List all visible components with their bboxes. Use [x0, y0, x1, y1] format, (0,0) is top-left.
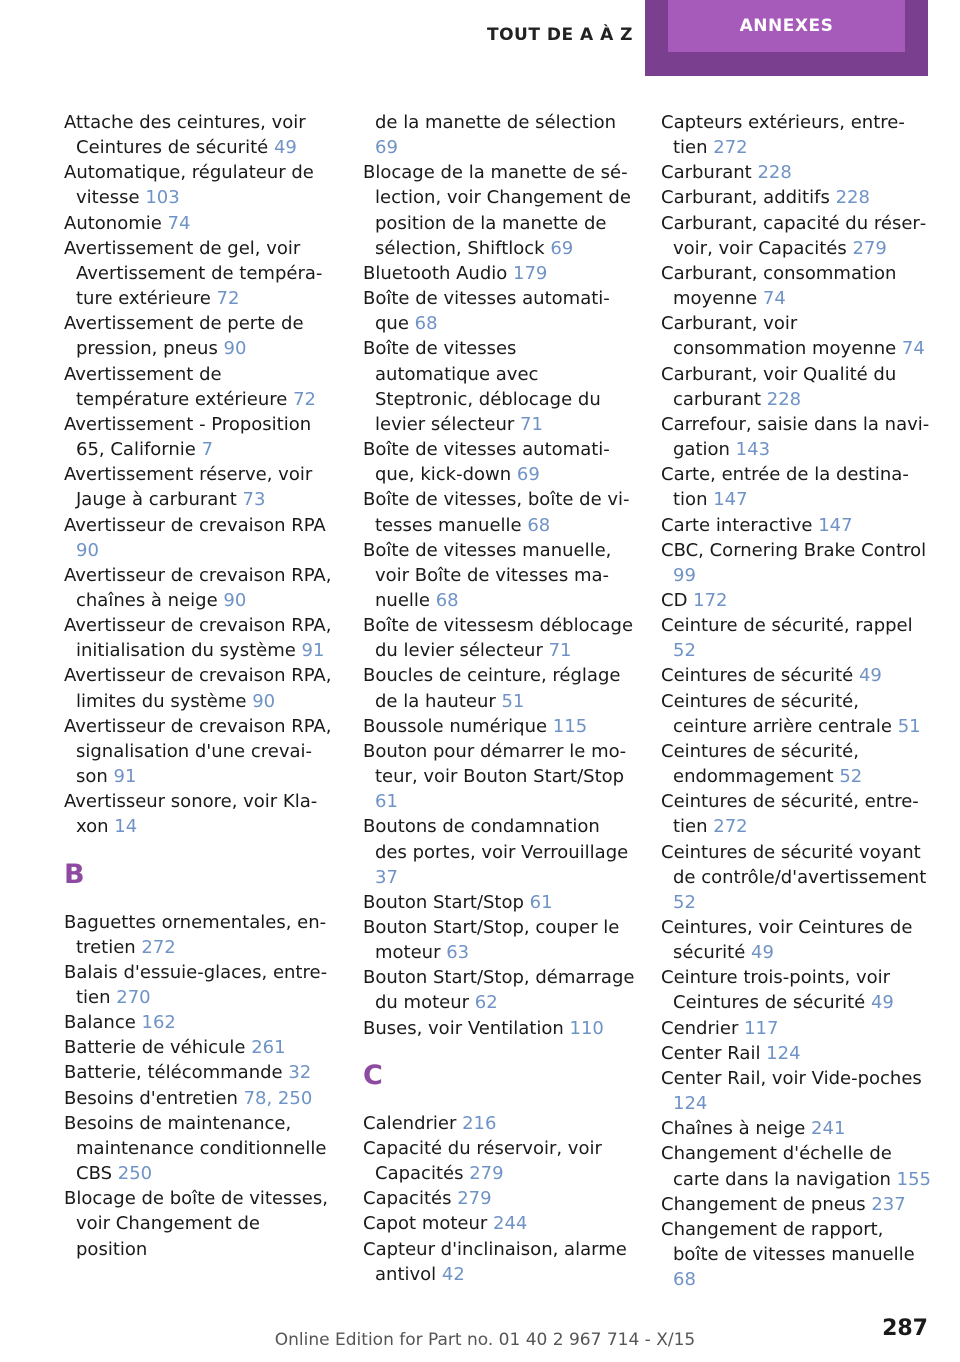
index-entry [64, 462, 336, 512]
index-entry-text: Avertissement de température extérieure [64, 363, 294, 410]
index-entry [661, 261, 931, 311]
index-entry [64, 211, 336, 236]
page-reference-link[interactable]: 72 [216, 288, 240, 310]
index-entry-text: Batterie, télécommande [64, 1062, 289, 1084]
page-reference-link[interactable]: 261 [251, 1037, 286, 1059]
index-entry [363, 663, 635, 713]
index-entry [64, 1010, 336, 1035]
index-entry-text: Boîte de vitesses automatique [363, 288, 610, 335]
index-entry-text: Batterie de véhicule [64, 1037, 252, 1059]
index-entry-text: Carburant [661, 162, 758, 184]
page-reference-link[interactable]: 99 [673, 564, 696, 586]
page-reference-link[interactable]: 179 [513, 262, 548, 284]
index-entry [661, 513, 931, 538]
index-entry-text: Bouton pour démarrer le moteur, voir Bouton Start/Stop [363, 740, 627, 788]
index-entry-text: Carburant, voir consommation moyenne [661, 313, 902, 360]
index-entry-text: Avertisseur sonore, voir Klaxon [64, 791, 318, 838]
page-reference-link[interactable]: 52 [673, 891, 696, 913]
index-entry-text: Besoins d'entretien [64, 1087, 244, 1109]
page-reference-link[interactable]: 162 [141, 1012, 176, 1034]
index-entry-text: Boîte de vitesses, boîte de vitesses manuelle [363, 489, 630, 536]
page-reference-link[interactable]: 147 [713, 489, 748, 511]
index-entry-text: Ceintures de sécurité, endommagement [661, 740, 859, 788]
index-entry-text: Avertissement réserve, voir Jauge à carburant [64, 464, 313, 511]
index-entry-text: Ceintures, voir Ceintures de sécurité [661, 917, 913, 964]
index-entry-text: Carte interactive [661, 514, 819, 536]
index-entry [363, 714, 635, 739]
index-entry-text: Ceintures de sécurité voyant de contrôle/d'avertissement [661, 841, 927, 888]
page-reference-link[interactable]: 74 [167, 212, 191, 234]
page-reference-link[interactable]: 103 [145, 187, 180, 209]
index-entry [661, 311, 931, 361]
edition-footer: Online Edition for Part no. 01 40 2 967 714 - X/15 [274, 1330, 696, 1350]
index-entry-text: Ceintures de sécurité, ceinture arrière centrale [661, 690, 898, 737]
index-entry-text: Bluetooth Audio [363, 262, 513, 284]
index-entry [64, 663, 336, 713]
index-entry-text: Carburant, consommation moyenne [661, 262, 897, 310]
index-entry [363, 538, 635, 613]
index-entry [64, 1060, 336, 1085]
index-entry [64, 1035, 336, 1060]
page-reference-link[interactable]: 90 [223, 338, 247, 360]
index-entry [64, 714, 336, 789]
section-title: TOUT DE A À Z [487, 25, 633, 45]
index-entry-text: Capot moteur [363, 1213, 494, 1235]
index-entry-text: Blocage de boîte de vitesses, voir Changement de position [64, 1188, 328, 1260]
index-entry [64, 236, 336, 311]
index-entry [64, 1086, 336, 1111]
page-reference-link[interactable]: 69 [550, 237, 574, 259]
index-entry [64, 311, 336, 361]
index-entry [363, 487, 635, 537]
index-entry-text: Boucles de ceinture, réglage de la hauteur [363, 665, 621, 712]
page-number: 287 [882, 1316, 928, 1341]
index-entry [661, 462, 931, 512]
page-reference-link[interactable]: 49 [751, 942, 774, 964]
index-entry-text: Boussole numérique [363, 715, 553, 737]
page-reference-link[interactable]: 90 [223, 589, 247, 611]
index-entry-text: Chaînes à neige [661, 1118, 812, 1140]
index-entry-text: Capteur d'inclinaison, alarme antivol [363, 1238, 627, 1285]
page-reference-link[interactable]: 74 [901, 338, 925, 360]
index-entry-text: Center Rail, voir Vide-poches [661, 1067, 922, 1089]
index-entry [64, 1111, 336, 1186]
index-entry-text: Balance [64, 1012, 142, 1034]
page-reference-link[interactable]: 272 [141, 936, 176, 958]
page-reference-link[interactable]: 228 [766, 388, 802, 410]
index-letter-heading: C [363, 1059, 383, 1091]
index-entry [661, 1217, 931, 1292]
index-entry [661, 211, 931, 261]
page-reference-link[interactable]: 52 [673, 640, 696, 662]
index-entry [64, 960, 336, 1010]
index-entry [661, 789, 931, 839]
index-entry [363, 110, 635, 160]
page-reference-link[interactable]: 272 [713, 816, 748, 838]
index-entry [363, 613, 635, 663]
page-reference-link[interactable]: 74 [762, 288, 786, 310]
page-reference-link[interactable]: 91 [113, 766, 137, 788]
index-entry-text: Ceintures de sécurité, entretien [661, 791, 919, 838]
index-entry-text: Avertisseur de crevaison RPA [64, 514, 326, 536]
page-reference-link[interactable]: 241 [811, 1118, 846, 1140]
page-reference-link[interactable]: 71 [520, 413, 543, 435]
index-entry-text: Center Rail [661, 1042, 767, 1064]
index-entry [363, 965, 635, 1015]
index-entry [363, 915, 635, 965]
page-reference-link[interactable]: 68 [414, 313, 438, 335]
index-entry [661, 1141, 931, 1191]
index-entry-text: Buses, voir Ventilation [363, 1017, 570, 1039]
index-entry-text: Ceinture trois-points, voir Ceintures de sécurité [661, 967, 891, 1014]
index-entry [64, 110, 336, 160]
page-reference-link[interactable]: 279 [469, 1163, 504, 1185]
index-entry-text: Carburant, voir Qualité du carburant [661, 363, 897, 410]
index-entry [661, 965, 931, 1015]
index-entry [64, 563, 336, 613]
index-entry [661, 1016, 931, 1041]
page-reference-link[interactable]: 49 [273, 137, 297, 159]
index-entry [661, 1066, 931, 1116]
index-column-2 [363, 110, 635, 1287]
page-reference-link[interactable]: 244 [493, 1213, 528, 1235]
index-entry-text: Capteurs extérieurs, entretien [661, 112, 905, 159]
index-entry-text: Bouton Start/Stop [363, 891, 530, 913]
page-reference-link[interactable]: 51 [897, 715, 921, 737]
index-entry [64, 412, 336, 462]
index-entry-text: Ceintures de sécurité [661, 665, 859, 687]
index-entry-text: Avertissement - Proposition 65, Californie [64, 413, 312, 461]
page-reference-link[interactable]: 228 [757, 162, 792, 184]
page-reference-link[interactable]: 61 [375, 791, 398, 813]
index-entry [661, 739, 931, 789]
index-entry [661, 538, 931, 588]
index-entry-text: Carburant, capacité du réservoir, voir Capacités [661, 212, 927, 259]
index-entry [661, 362, 931, 412]
index-entry-text: Capacité du réservoir, voir Capacités [363, 1137, 602, 1185]
index-entry [64, 613, 336, 663]
index-entry [661, 1192, 931, 1217]
index-entry [64, 160, 336, 210]
index-entry-text: Avertisseur de crevaison RPA, signalisation d'une crevaison [64, 715, 332, 788]
page-reference-link[interactable]: 90 [76, 539, 99, 561]
page-reference-link[interactable]: 71 [548, 640, 572, 662]
page-reference-link[interactable]: 49 [858, 665, 882, 687]
index-entry [363, 1136, 635, 1186]
page-reference-link[interactable]: 61 [529, 891, 553, 913]
index-entry-text: Boîte de vitessesm déblocage du levier sélecteur [363, 615, 634, 662]
page-reference-link[interactable]: 143 [735, 439, 771, 461]
index-entry-text: Calendrier [363, 1112, 463, 1134]
index-entry-text: Bouton Start/Stop, couper le moteur [363, 917, 620, 964]
index-entry [363, 336, 635, 437]
index-entry [661, 1116, 931, 1141]
index-entry-text: Carte, entrée de la destination [661, 464, 909, 511]
index-entry [661, 840, 931, 915]
index-entry-text: Balais d'essuie-glaces, entretien [64, 961, 328, 1008]
page-reference-link[interactable]: 63 [446, 942, 470, 964]
index-entry [363, 1016, 635, 1041]
page-reference-link[interactable]: 115 [552, 715, 588, 737]
index-entry [363, 814, 635, 889]
page-reference-link[interactable]: 69 [516, 464, 540, 486]
page-reference-link[interactable]: 73 [242, 489, 266, 511]
page-reference-link[interactable]: 62 [474, 992, 498, 1014]
page-reference-link[interactable]: 228 [835, 187, 870, 209]
index-entry [661, 1041, 931, 1066]
index-entry [363, 1211, 635, 1236]
index-entry [363, 160, 635, 261]
page-reference-link[interactable]: 68 [673, 1269, 696, 1291]
index-entry [661, 185, 931, 210]
index-entry [661, 160, 931, 185]
index-entry [661, 689, 931, 739]
index-entry-text: Carrefour, saisie dans la navigation [661, 413, 930, 461]
index-entry-text: Boîte de vitesses automatique avec Steptronic, déblocage du levier sélecteur [363, 338, 601, 435]
index-entry [64, 789, 336, 839]
index-entry-text: Avertissement de perte de pression, pneus [64, 313, 304, 360]
page-reference-link[interactable]: 32 [288, 1062, 312, 1084]
page-reference-link[interactable]: 155 [896, 1168, 932, 1190]
index-entry-text: Bouton Start/Stop, démarrage du moteur [363, 967, 635, 1014]
index-entry-text: Automatique, régulateur de vitesse [64, 162, 314, 209]
index-entry-text: Blocage de la manette de sélection, voir Changement de position de la manette de sélection, Shiftlock [363, 162, 631, 259]
index-entry [661, 588, 931, 613]
page-reference-link[interactable]: 49 [870, 992, 894, 1014]
index-entry-text: Attache des ceintures, voir Ceintures de sécurité [64, 112, 306, 159]
index-entry-text: Carburant, additifs [661, 187, 836, 209]
page-reference-link[interactable]: 237 [871, 1193, 906, 1215]
index-entry-text: Avertissement de gel, voir Avertissement de température extérieure [64, 237, 323, 310]
page-reference-link[interactable]: 68 [435, 589, 459, 611]
index-entry-text: Changement de rapport, boîte de vitesses manuelle [661, 1218, 915, 1266]
index-entry-text: Boîte de vitesses automatique, kick-down [363, 439, 610, 486]
chapter-tab[interactable]: ANNEXES [668, 0, 905, 52]
index-entry [363, 890, 635, 915]
index-column-3 [661, 110, 931, 1292]
index-entry-text: CBC, Cornering Brake Control [661, 539, 927, 561]
page-reference-link[interactable]: 42 [441, 1263, 465, 1285]
index-entry-text: Avertisseur de crevaison RPA, limites du système [64, 665, 332, 712]
page-reference-link[interactable]: 270 [116, 987, 151, 1008]
page-reference-link[interactable]: 52 [839, 766, 863, 788]
page-reference-link[interactable]: 7 [201, 439, 214, 461]
index-entry-text: Avertisseur de crevaison RPA, initialisation du système [64, 615, 332, 662]
index-entry-text: Changement de pneus [661, 1193, 872, 1215]
page-reference-link[interactable]: 279 [852, 237, 887, 259]
page-reference-link[interactable]: 37 [375, 866, 398, 888]
page-reference-link[interactable]: 90 [252, 690, 276, 712]
index-entry [64, 1186, 336, 1261]
page-reference-link[interactable]: 147 [818, 514, 853, 536]
page-reference-link[interactable]: 68 [527, 514, 551, 536]
page-reference-link[interactable]: 78, 250 [243, 1087, 313, 1109]
index-entry [363, 739, 635, 814]
index-entry-text: Capacités [363, 1188, 458, 1210]
index-entry [661, 915, 931, 965]
index-entry [661, 663, 931, 688]
index-entry [363, 1111, 635, 1136]
index-entry-text: Baguettes ornementales, entretien [64, 911, 327, 958]
index-entry-text: Besoins de maintenance, maintenance conditionnelle CBS [64, 1112, 327, 1185]
index-entry [661, 110, 931, 160]
page-reference-link[interactable]: 72 [293, 388, 316, 410]
index-entry [363, 1186, 635, 1211]
index-entry-text: Autonomie [64, 212, 168, 234]
page-reference-link[interactable]: 91 [301, 640, 325, 662]
page-reference-link[interactable]: 69 [375, 137, 398, 159]
page-reference-link[interactable]: 124 [766, 1042, 801, 1064]
index-entry [363, 261, 635, 286]
index-entry-text: Changement d'échelle de carte dans la navigation [661, 1143, 897, 1190]
index-entry-text: Cendrier [661, 1017, 745, 1039]
index-entry-text: Boîte de vitesses manuelle, voir Boîte de vitesses manuelle [363, 539, 612, 611]
page-reference-link[interactable]: 110 [569, 1017, 604, 1039]
index-entry [661, 613, 931, 663]
index-entry [64, 362, 336, 412]
index-letter-heading: B [64, 858, 85, 890]
index-entry [64, 513, 336, 563]
index-entry [363, 286, 635, 336]
page-reference-link[interactable]: 124 [673, 1093, 708, 1115]
page-reference-link[interactable]: 272 [713, 137, 748, 159]
index-entry-text: Avertisseur de crevaison RPA, chaînes à neige [64, 564, 332, 611]
page-reference-link[interactable]: 172 [693, 589, 728, 611]
page-reference-link[interactable]: 250 [117, 1163, 153, 1185]
page-reference-link[interactable]: 14 [114, 816, 138, 838]
index-entry [363, 437, 635, 487]
index-entry-text: CD [661, 589, 694, 611]
index-entry [661, 412, 931, 462]
page-reference-link[interactable]: 117 [744, 1017, 779, 1039]
page-reference-link[interactable]: 216 [462, 1112, 497, 1134]
index-entry-text: de la manette de sélection [375, 112, 617, 133]
index-column-1 [64, 110, 336, 1262]
page-reference-link[interactable]: 279 [457, 1188, 492, 1210]
index-entry-text: Ceinture de sécurité, rappel [661, 615, 913, 637]
index-entry-text: Boutons de condamnation des portes, voir Verrouillage [363, 816, 629, 863]
index-entry [363, 1237, 635, 1287]
page-reference-link[interactable]: 51 [501, 690, 525, 712]
index-entry [64, 910, 336, 960]
